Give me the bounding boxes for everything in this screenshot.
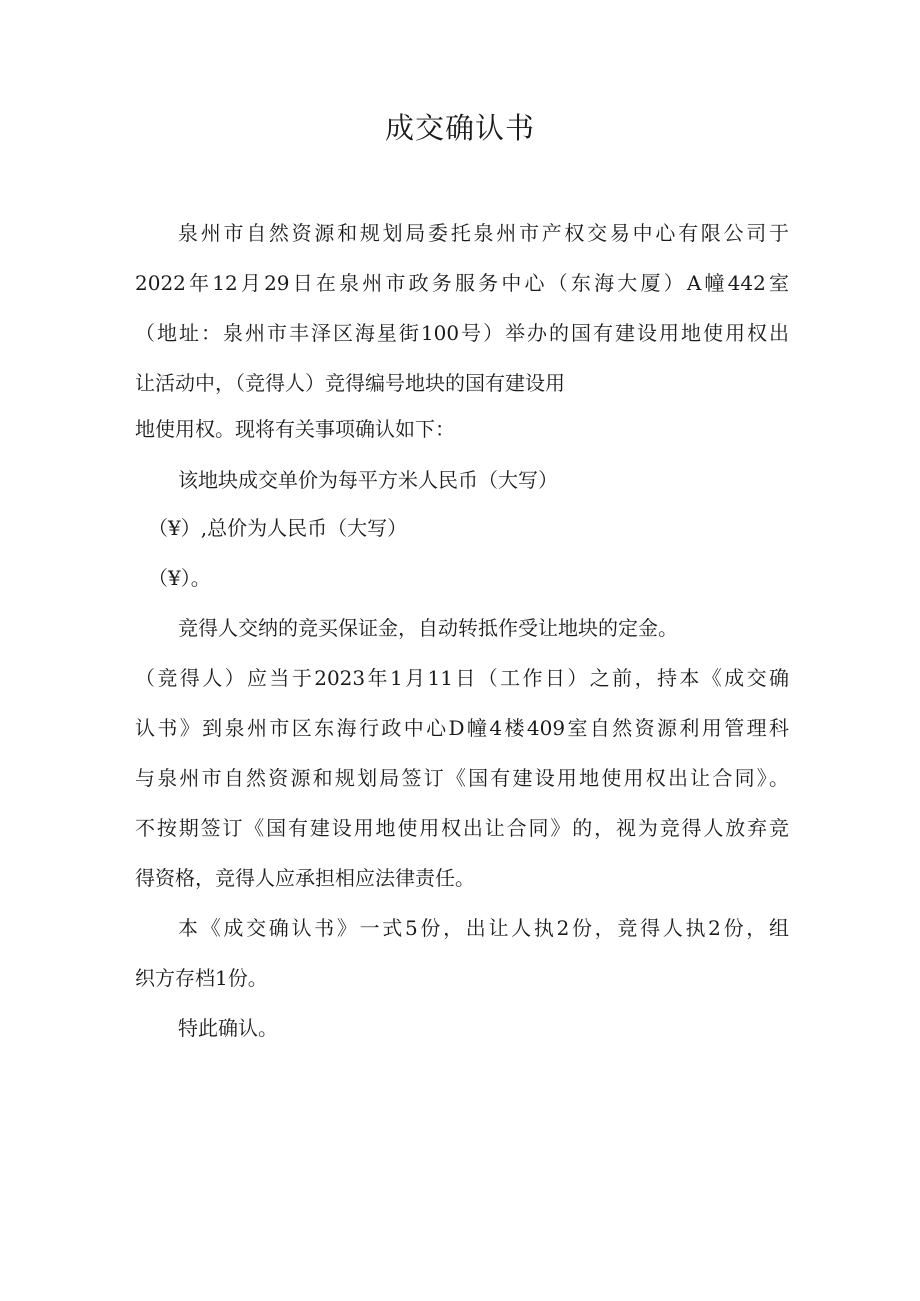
body-line-5: 地使用权。现将有关事项确认如下： (135, 417, 455, 441)
deposit-line: 竞得人交纳的竞买保证金，自动转抵作受让地块的定金。 (178, 616, 678, 640)
unit-price-line: 该地块成交单价为每平方米人民币（大写） (178, 468, 558, 492)
body-line-15: 本《成交确认书》一式5份，出让人执2份，竞得人执2份，组 (178, 916, 789, 940)
body-line-3: （地址：泉州市丰泽区海星街100号）举办的国有建设用地使用权出 (135, 321, 789, 345)
body-line-2: 2022年12月29日在泉州市政务服务中心（东海大厦）A幢442室 (135, 271, 789, 295)
body-line-16: 织方存档1份。 (135, 966, 268, 990)
total-price-amount-line: （¥）。 (148, 566, 211, 590)
total-price-line: （¥）,总价为人民币（大写） (148, 516, 408, 540)
body-line-11: 认书》到泉州市区东海行政中心D幢4楼409室自然资源利用管理科 (135, 716, 789, 740)
body-line-10: （竞得人）应当于2023年1月11日（工作日）之前，持本《成交确 (135, 666, 789, 690)
body-line-12: 与泉州市自然资源和规划局签订《国有建设用地使用权出让合同》。 (135, 766, 789, 790)
body-line-14: 得资格，竞得人应承担相应法律责任。 (135, 866, 475, 890)
body-line-13: 不按期签订《国有建设用地使用权出让合同》的，视为竞得人放弃竞 (135, 816, 789, 840)
body-line-4: 让活动中，（竞得人）竞得编号地块的国有建设用 (135, 371, 565, 395)
body-line-1: 泉州市自然资源和规划局委托泉州市产权交易中心有限公司于 (178, 221, 789, 245)
closing-line: 特此确认。 (178, 1016, 278, 1040)
document-title: 成交确认书 (384, 111, 535, 145)
